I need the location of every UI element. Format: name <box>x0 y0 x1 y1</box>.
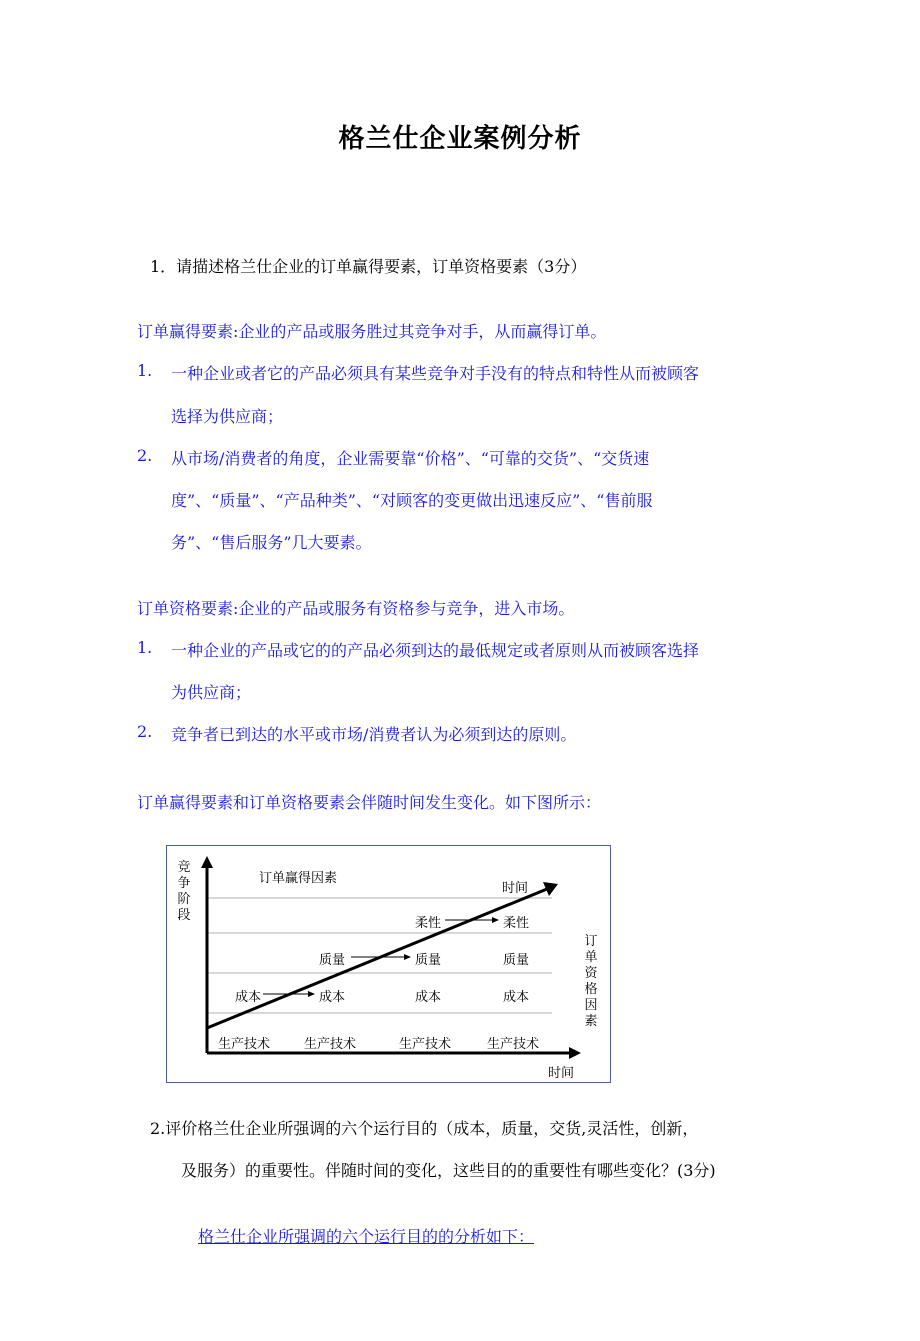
qualifiers-item-2-line-1: 竞争者已到达的水平或市场/消费者认为必须到达的原则。 <box>171 725 577 744</box>
x-axis-arrowhead <box>569 1047 581 1059</box>
order-winning-factors-label: 订单赢得因素 <box>259 871 338 886</box>
cost-label: 成本 <box>415 990 442 1005</box>
cost-arrowhead <box>308 991 315 997</box>
winners-heading: 订单赢得要素:企业的产品或服务胜过其竞争对手，从而赢得订单。 <box>137 322 607 341</box>
change-text: 订单赢得要素和订单资格要素会伴随时间发生变化。如下图所示： <box>137 793 602 812</box>
production-tech-label: 生产技术 <box>304 1037 357 1052</box>
analysis-heading: 格兰仕企业所强调的六个运行目的的分析如下： <box>198 1227 535 1246</box>
winners-item-2-line-1: 从市场/消费者的角度，企业需要靠“价格”、“可靠的交货”、“交货速 <box>171 449 650 468</box>
flexibility-arrowhead <box>492 917 499 923</box>
flexibility-label: 柔性 <box>503 916 530 931</box>
order-qualifying-factors-label: 订 单 资 格 因 素 <box>584 934 598 1029</box>
qualifiers-item-1-line-1: 一种企业的产品或它的的产品必须到达的最低规定或者原则从而被顾客选择 <box>171 641 700 660</box>
question-2-line-2: 及服务）的重要性。伴随时间的变化，这些目的的重要性有哪些变化？(3分) <box>181 1161 716 1180</box>
production-tech-label: 生产技术 <box>487 1037 540 1052</box>
winners-item-2-num: 2. <box>137 446 153 465</box>
qualifiers-heading: 订单资格要素:企业的产品或服务有资格参与竞争，进入市场。 <box>137 599 575 618</box>
question-2-line-1: 2.评价格兰仕企业所强调的六个运行目的（成本，质量，交货,灵活性，创新， <box>150 1119 699 1138</box>
cost-label: 成本 <box>235 990 262 1005</box>
quality-label: 质量 <box>503 953 530 968</box>
qualifiers-item-1-line-2: 为供应商； <box>171 683 252 702</box>
production-tech-label: 生产技术 <box>218 1037 271 1052</box>
page-title: 格兰仕企业案例分析 <box>338 124 582 154</box>
winners-item-1-line-1: 一种企业或者它的产品必须具有某些竞争对手没有的特点和特性从而被顾客 <box>171 364 700 383</box>
y-axis-arrowhead <box>201 856 213 868</box>
time-diagonal-arrow <box>207 889 547 1028</box>
winners-item-2-line-3: 务”、“售后服务”几大要素。 <box>171 533 372 552</box>
winners-item-1-num: 1. <box>137 361 153 380</box>
question-1: 1．请描述格兰仕企业的订单赢得要素，订单资格要素（3分） <box>150 257 587 276</box>
winners-item-1-line-2: 选择为供应商； <box>171 407 284 426</box>
quality-label: 质量 <box>415 953 442 968</box>
production-tech-label: 生产技术 <box>399 1037 452 1052</box>
qualifiers-item-2-num: 2. <box>137 722 153 741</box>
x-axis-label: 时间 <box>548 1066 575 1081</box>
flexibility-label: 柔性 <box>415 916 442 931</box>
order-factors-diagram <box>166 845 611 1083</box>
quality-label: 质量 <box>319 953 346 968</box>
quality-arrowhead <box>404 954 411 960</box>
cost-label: 成本 <box>503 990 530 1005</box>
qualifiers-item-1-num: 1. <box>137 638 153 657</box>
time-arrow-label: 时间 <box>502 881 529 896</box>
y-axis-label: 竞 争 阶 段 <box>177 860 191 923</box>
winners-item-2-line-2: 度”、“质量”、“产品种类”、“对顾客的变更做出迅速反应”、“售前服 <box>171 491 653 510</box>
cost-label: 成本 <box>319 990 346 1005</box>
